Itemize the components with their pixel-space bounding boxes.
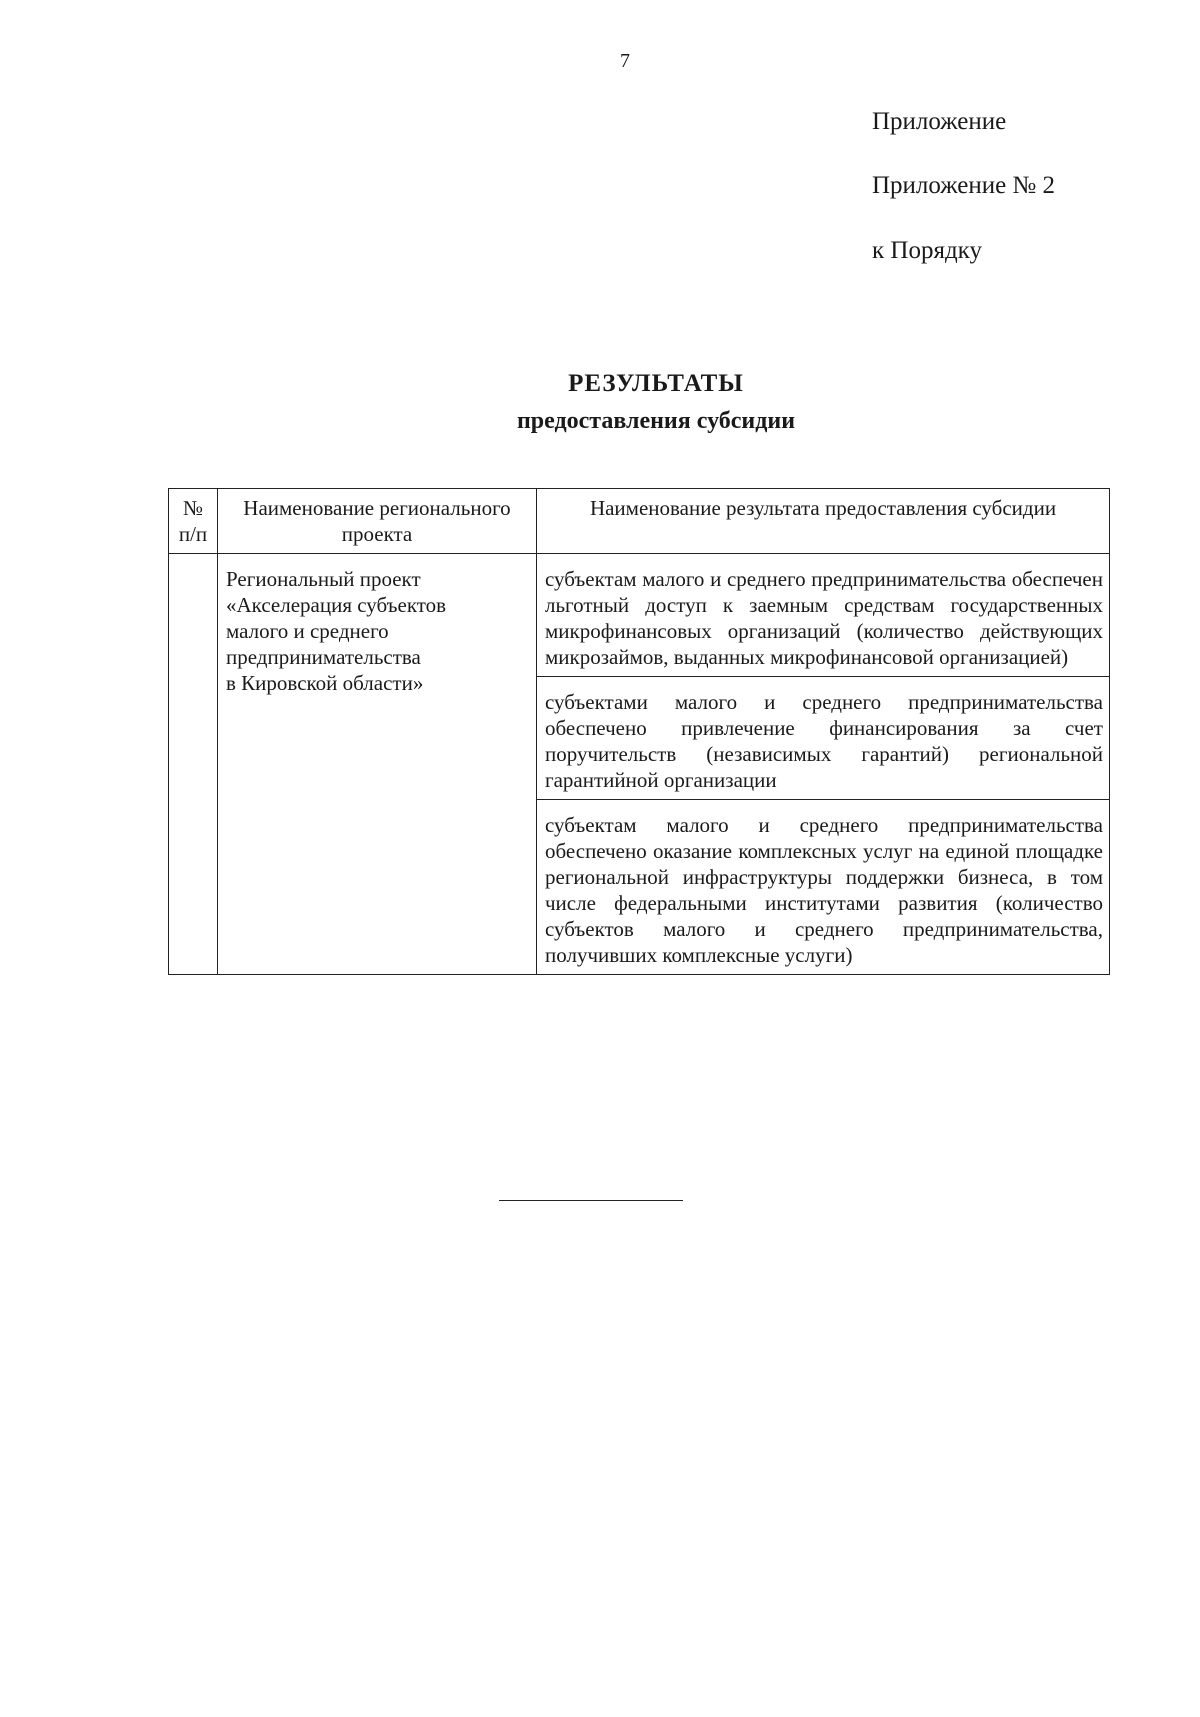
table-row	[169, 554, 1110, 677]
page-number: 7	[620, 50, 630, 72]
project-name: Региональный проект «Акселерация субъектов малого и среднего предпринимательства в Кировской области»	[226, 567, 447, 695]
result-cell-3: субъектам малого и среднего предпринимательства обеспечено оказание комплексных услуг на единой площадке региональной инфраструктуры поддержки бизнеса, в том числе федеральными институтами развития (количество субъектов малого и среднего предпринимательства, получивших комплексные услуги)	[537, 800, 1110, 975]
header-result: Наименование результата предоставления субсидии	[537, 489, 1110, 554]
document-title: РЕЗУЛЬТАТЫ	[568, 370, 744, 397]
appendix-line-3: к Порядку	[872, 237, 982, 264]
header-project: Наименование регионального проекта	[218, 489, 537, 554]
appendix-line-1: Приложение	[872, 108, 1007, 135]
table-header-row	[169, 489, 1110, 554]
document-subtitle: предоставления субсидии	[516, 408, 796, 434]
result-cell-2: субъектами малого и среднего предпринимательства обеспечено привлечение финансирования за счет поручительств (независимых гарантий) региональной гарантийной организации	[537, 677, 1110, 800]
project-cell	[218, 554, 537, 975]
header-number: № п/п	[169, 489, 218, 554]
appendix-line-2: Приложение № 2	[872, 172, 1056, 199]
closing-rule	[499, 1200, 683, 1201]
results-table	[168, 488, 1110, 975]
row-number-cell	[169, 554, 218, 975]
result-cell-1: субъектам малого и среднего предпринимательства обеспечен льготный доступ к заемным средствам государственных микрофинансовых организаций (количество действующих микрозаймов, выданных микрофинансовой организацией)	[537, 554, 1110, 677]
